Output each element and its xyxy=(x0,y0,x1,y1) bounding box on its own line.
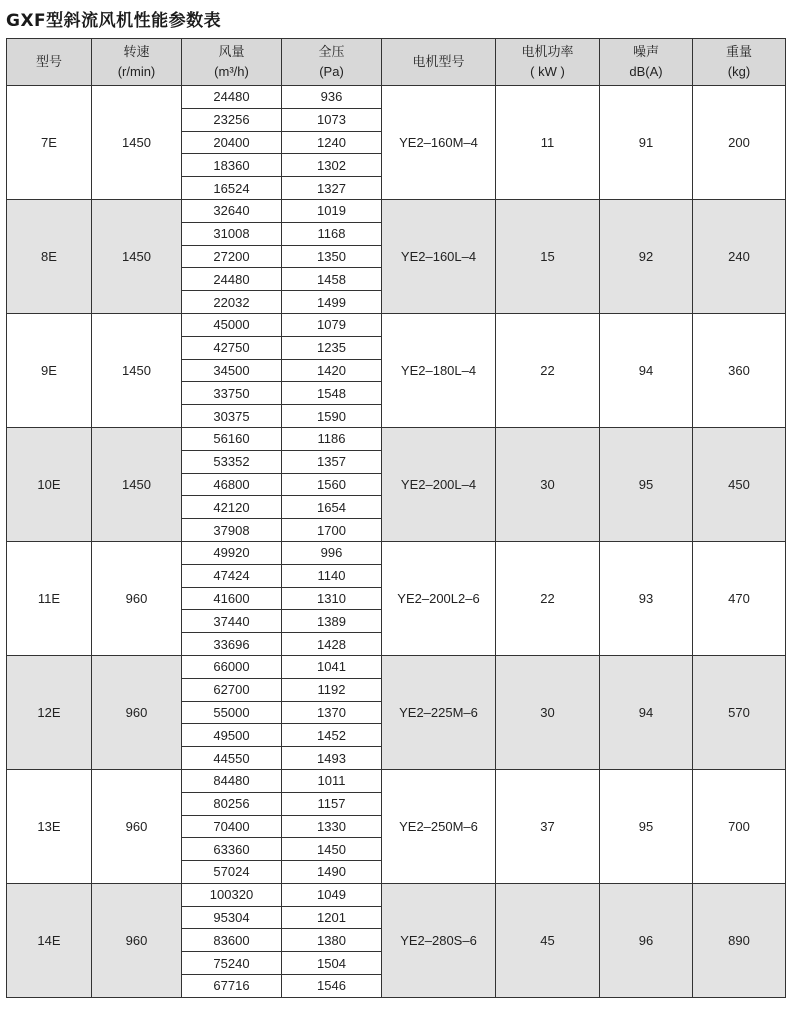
cell-motor-model: YE2–250M–6 xyxy=(382,769,496,883)
cell-airflow: 18360 xyxy=(182,154,282,177)
cell-airflow: 75240 xyxy=(182,952,282,975)
cell-airflow: 32640 xyxy=(182,199,282,222)
cell-pressure: 1079 xyxy=(282,313,382,336)
cell-pressure: 1350 xyxy=(282,245,382,268)
cell-airflow: 47424 xyxy=(182,564,282,587)
cell-weight: 700 xyxy=(693,769,786,883)
cell-pressure: 1548 xyxy=(282,382,382,405)
table-row xyxy=(7,86,786,109)
cell-airflow: 45000 xyxy=(182,313,282,336)
cell-pressure: 1389 xyxy=(282,610,382,633)
cell-pressure: 1450 xyxy=(282,838,382,861)
cell-airflow: 27200 xyxy=(182,245,282,268)
header-row xyxy=(7,39,786,86)
cell-airflow: 49920 xyxy=(182,541,282,564)
cell-noise: 95 xyxy=(600,769,693,883)
cell-pressure: 1493 xyxy=(282,747,382,770)
header-motor-model: 电机型号 xyxy=(382,39,496,86)
cell-pressure: 1011 xyxy=(282,769,382,792)
cell-noise: 96 xyxy=(600,883,693,997)
cell-pressure: 1310 xyxy=(282,587,382,610)
cell-airflow: 57024 xyxy=(182,861,282,884)
cell-motor-power: 15 xyxy=(496,199,600,313)
cell-airflow: 67716 xyxy=(182,975,282,998)
cell-model: 14E xyxy=(7,883,92,997)
cell-pressure: 1452 xyxy=(282,724,382,747)
cell-pressure: 1049 xyxy=(282,883,382,906)
fan-spec-table xyxy=(6,38,786,998)
cell-airflow: 46800 xyxy=(182,473,282,496)
cell-pressure: 1192 xyxy=(282,678,382,701)
cell-airflow: 24480 xyxy=(182,86,282,109)
header-motor-power: 电机功率 ( kW ) xyxy=(496,39,600,86)
cell-airflow: 24480 xyxy=(182,268,282,291)
table-row xyxy=(7,541,786,564)
cell-motor-model: YE2–160M–4 xyxy=(382,86,496,200)
cell-pressure: 1157 xyxy=(282,792,382,815)
cell-pressure: 1186 xyxy=(282,427,382,450)
cell-airflow: 30375 xyxy=(182,405,282,428)
table-row xyxy=(7,427,786,450)
cell-weight: 570 xyxy=(693,655,786,769)
cell-airflow: 70400 xyxy=(182,815,282,838)
cell-pressure: 1327 xyxy=(282,177,382,200)
cell-noise: 93 xyxy=(600,541,693,655)
cell-weight: 450 xyxy=(693,427,786,541)
cell-pressure: 1140 xyxy=(282,564,382,587)
table-body xyxy=(7,86,786,998)
cell-pressure: 1370 xyxy=(282,701,382,724)
cell-airflow: 33696 xyxy=(182,633,282,656)
cell-speed: 960 xyxy=(92,883,182,997)
header-airflow: 风量 (m³/h) xyxy=(182,39,282,86)
cell-airflow: 63360 xyxy=(182,838,282,861)
cell-noise: 94 xyxy=(600,313,693,427)
cell-noise: 91 xyxy=(600,86,693,200)
cell-weight: 890 xyxy=(693,883,786,997)
cell-airflow: 66000 xyxy=(182,655,282,678)
header-pressure: 全压 (Pa) xyxy=(282,39,382,86)
spec-table-container xyxy=(6,38,785,998)
cell-speed: 960 xyxy=(92,769,182,883)
cell-airflow: 42750 xyxy=(182,336,282,359)
cell-model: 9E xyxy=(7,313,92,427)
header-speed: 转速 (r/min) xyxy=(92,39,182,86)
cell-pressure: 1019 xyxy=(282,199,382,222)
cell-weight: 200 xyxy=(693,86,786,200)
page-title: GXF型斜流风机性能参数表 xyxy=(6,11,222,31)
cell-motor-model: YE2–200L2–6 xyxy=(382,541,496,655)
cell-pressure: 1490 xyxy=(282,861,382,884)
cell-motor-power: 30 xyxy=(496,427,600,541)
cell-airflow: 80256 xyxy=(182,792,282,815)
table-row xyxy=(7,313,786,336)
cell-pressure: 1560 xyxy=(282,473,382,496)
cell-model: 13E xyxy=(7,769,92,883)
header-model: 型号 xyxy=(7,39,92,86)
cell-pressure: 1330 xyxy=(282,815,382,838)
cell-pressure: 1168 xyxy=(282,222,382,245)
cell-pressure: 1504 xyxy=(282,952,382,975)
cell-airflow: 31008 xyxy=(182,222,282,245)
cell-airflow: 20400 xyxy=(182,131,282,154)
cell-airflow: 62700 xyxy=(182,678,282,701)
cell-pressure: 1073 xyxy=(282,108,382,131)
cell-model: 7E xyxy=(7,86,92,200)
cell-airflow: 23256 xyxy=(182,108,282,131)
cell-airflow: 41600 xyxy=(182,587,282,610)
cell-airflow: 34500 xyxy=(182,359,282,382)
cell-noise: 95 xyxy=(600,427,693,541)
cell-weight: 360 xyxy=(693,313,786,427)
cell-pressure: 1546 xyxy=(282,975,382,998)
header-noise: 噪声 dB(A) xyxy=(600,39,693,86)
cell-pressure: 1428 xyxy=(282,633,382,656)
cell-pressure: 1420 xyxy=(282,359,382,382)
cell-motor-power: 30 xyxy=(496,655,600,769)
cell-weight: 470 xyxy=(693,541,786,655)
cell-airflow: 33750 xyxy=(182,382,282,405)
cell-model: 10E xyxy=(7,427,92,541)
cell-airflow: 95304 xyxy=(182,906,282,929)
cell-airflow: 44550 xyxy=(182,747,282,770)
cell-speed: 1450 xyxy=(92,427,182,541)
cell-pressure: 1700 xyxy=(282,519,382,542)
cell-speed: 1450 xyxy=(92,86,182,200)
cell-motor-model: YE2–160L–4 xyxy=(382,199,496,313)
cell-pressure: 1201 xyxy=(282,906,382,929)
cell-noise: 94 xyxy=(600,655,693,769)
table-header xyxy=(7,39,786,86)
cell-speed: 1450 xyxy=(92,313,182,427)
cell-pressure: 1235 xyxy=(282,336,382,359)
cell-speed: 960 xyxy=(92,655,182,769)
cell-airflow: 49500 xyxy=(182,724,282,747)
cell-model: 12E xyxy=(7,655,92,769)
cell-airflow: 42120 xyxy=(182,496,282,519)
table-row xyxy=(7,655,786,678)
cell-noise: 92 xyxy=(600,199,693,313)
cell-airflow: 100320 xyxy=(182,883,282,906)
cell-airflow: 53352 xyxy=(182,450,282,473)
header-weight: 重量 (kg) xyxy=(693,39,786,86)
cell-pressure: 1499 xyxy=(282,291,382,314)
cell-airflow: 56160 xyxy=(182,427,282,450)
cell-model: 8E xyxy=(7,199,92,313)
cell-pressure: 996 xyxy=(282,541,382,564)
cell-motor-power: 22 xyxy=(496,541,600,655)
cell-pressure: 1240 xyxy=(282,131,382,154)
cell-motor-power: 22 xyxy=(496,313,600,427)
cell-motor-power: 45 xyxy=(496,883,600,997)
cell-speed: 960 xyxy=(92,541,182,655)
cell-pressure: 1590 xyxy=(282,405,382,428)
cell-pressure: 1357 xyxy=(282,450,382,473)
cell-airflow: 22032 xyxy=(182,291,282,314)
cell-airflow: 37908 xyxy=(182,519,282,542)
table-row xyxy=(7,883,786,906)
table-row xyxy=(7,199,786,222)
cell-speed: 1450 xyxy=(92,199,182,313)
cell-airflow: 16524 xyxy=(182,177,282,200)
cell-airflow: 83600 xyxy=(182,929,282,952)
cell-pressure: 1041 xyxy=(282,655,382,678)
cell-airflow: 55000 xyxy=(182,701,282,724)
cell-pressure: 1302 xyxy=(282,154,382,177)
cell-motor-power: 11 xyxy=(496,86,600,200)
table-row xyxy=(7,769,786,792)
cell-model: 11E xyxy=(7,541,92,655)
cell-motor-model: YE2–180L–4 xyxy=(382,313,496,427)
cell-pressure: 1458 xyxy=(282,268,382,291)
cell-airflow: 37440 xyxy=(182,610,282,633)
cell-motor-model: YE2–225M–6 xyxy=(382,655,496,769)
cell-motor-model: YE2–200L–4 xyxy=(382,427,496,541)
cell-airflow: 84480 xyxy=(182,769,282,792)
cell-pressure: 936 xyxy=(282,86,382,109)
cell-pressure: 1380 xyxy=(282,929,382,952)
cell-pressure: 1654 xyxy=(282,496,382,519)
cell-motor-power: 37 xyxy=(496,769,600,883)
cell-motor-model: YE2–280S–6 xyxy=(382,883,496,997)
cell-weight: 240 xyxy=(693,199,786,313)
